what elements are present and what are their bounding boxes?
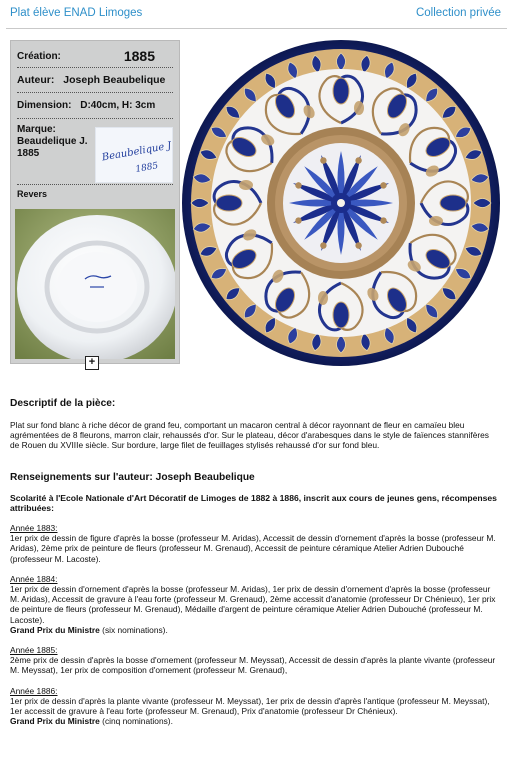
- header-collection[interactable]: Collection privée: [415, 7, 501, 19]
- signature-image: [95, 127, 173, 183]
- divider: [17, 67, 173, 68]
- dimension-label: Dimension:: [17, 100, 72, 111]
- creation-value: 1885: [123, 48, 155, 64]
- signature-year: 1885: [134, 161, 160, 175]
- plate-front-photo[interactable]: [181, 38, 501, 368]
- grand-prix-label: Grand Prix du Ministre: [10, 716, 100, 727]
- text-1884: 1er prix de dessin d'ornement d'après la bosse (professeur M. Aridas), 1er prix de dessin d'ornement d'après la bosse (professeur M. Aridas), Accessit de gravure à l'eau forte (professeur M. Grenaud), 2ème accessit d'anatomie (professeur Dr Chénieux), 1er prix de peinture de fleurs (professeur M. Grenaud), Médaille d'argent de peinture céramique Atelier Adrien Dubouché (professeur M. Lacoste).: [10, 584, 496, 625]
- auteur-row: [17, 74, 173, 86]
- auteur-title: Renseignements sur l'auteur: Joseph Beaubelique: [10, 471, 255, 483]
- text-1886: 1er prix de dessin d'après la plante vivante (professeur M. Meyssat), 1er prix de dessin d'après l'antique (professeur M. Meyssat), 1er accessit de gravure à l'eau forte (professeur M. Grenaud), Prix d'anatomie (professeur Dr Chénieux).: [10, 695, 490, 717]
- auteur-label: Auteur:: [17, 74, 55, 86]
- creation-label: Création:: [17, 51, 61, 62]
- descriptif-text: Plat sur fond blanc à riche décor de grand feu, comportant un macaron central à décor rayonnant de fleur en camaïeu bleu agrémentées de 8 fleurons, marron clair, rehaussés d'or. Sur le plateau, décor d'arabesques dans le style de faïences stannifères de Rouen du XVIIIe siècle. Sur bordure, large filet de feuillages stylisés rehaussé d'or sur fond bleu.: [10, 420, 489, 451]
- marque-label: Marque:: [17, 124, 56, 135]
- divider: [17, 118, 173, 119]
- divider: [17, 92, 173, 93]
- dimension-value: D:40cm, H: 3cm: [80, 100, 156, 111]
- text-1883: 1er prix de dessin de figure d'après la bosse (professeur M. Aridas), Accessit de dessin d'ornement d'après la bosse (professeur M. Aridas), 2ème prix de peinture de fleurs (professeur M. Grenaud), Accessit de peinture céramique Atelier Adrien Dubouché (professeur M. Lacoste).: [10, 533, 496, 564]
- auteur-intro: Scolarité à l'Ecole Nationale d'Art Décoratif de Limoges de 1882 à 1886, inscrit aux cours de jeunes gens, récompenses attribuées:: [10, 492, 497, 513]
- grand-prix-1884: [10, 625, 500, 635]
- grand-prix-detail: (six nominations).: [99, 624, 168, 635]
- revers-label: Revers: [17, 189, 48, 199]
- year-1886: Année 1886:: [10, 685, 58, 696]
- marque-row: [17, 124, 89, 160]
- descriptif-title: Descriptif de la pièce:: [10, 398, 116, 409]
- plate-back-photo[interactable]: [15, 209, 175, 359]
- grand-prix-label: Grand Prix du Ministre: [10, 624, 100, 635]
- page-header: [0, 0, 513, 30]
- year-1883: Année 1883:: [10, 523, 58, 534]
- year-1885: Année 1885:: [10, 645, 58, 656]
- expand-button[interactable]: +: [85, 356, 99, 370]
- year-1884: Année 1884:: [10, 573, 58, 584]
- header-title[interactable]: Plat élève ENAD Limoges: [10, 7, 143, 19]
- dimension-row: [17, 100, 173, 111]
- signature-text: Beaubelique J: [101, 140, 172, 164]
- creation-row: [17, 48, 173, 64]
- grand-prix-detail: (cinq nominations).: [99, 716, 173, 727]
- divider: [17, 184, 173, 185]
- grand-prix-1886: [10, 716, 500, 726]
- header-divider: [6, 28, 507, 29]
- article: [10, 398, 500, 726]
- auteur-value: Joseph Beaubelique: [63, 74, 166, 86]
- marque-value: Beaudelique J.: [17, 136, 88, 147]
- text-1885: 2ème prix de dessin d'après la bosse d'ornement (professeur M. Meyssat), Accessit de dessin d'après la plante vivante (professeur M. Meyssat), 1er prix de composition d'ornement (professeur M. Grenaud),: [10, 655, 496, 676]
- info-panel: [10, 40, 180, 364]
- marque-year: 1885: [17, 148, 40, 159]
